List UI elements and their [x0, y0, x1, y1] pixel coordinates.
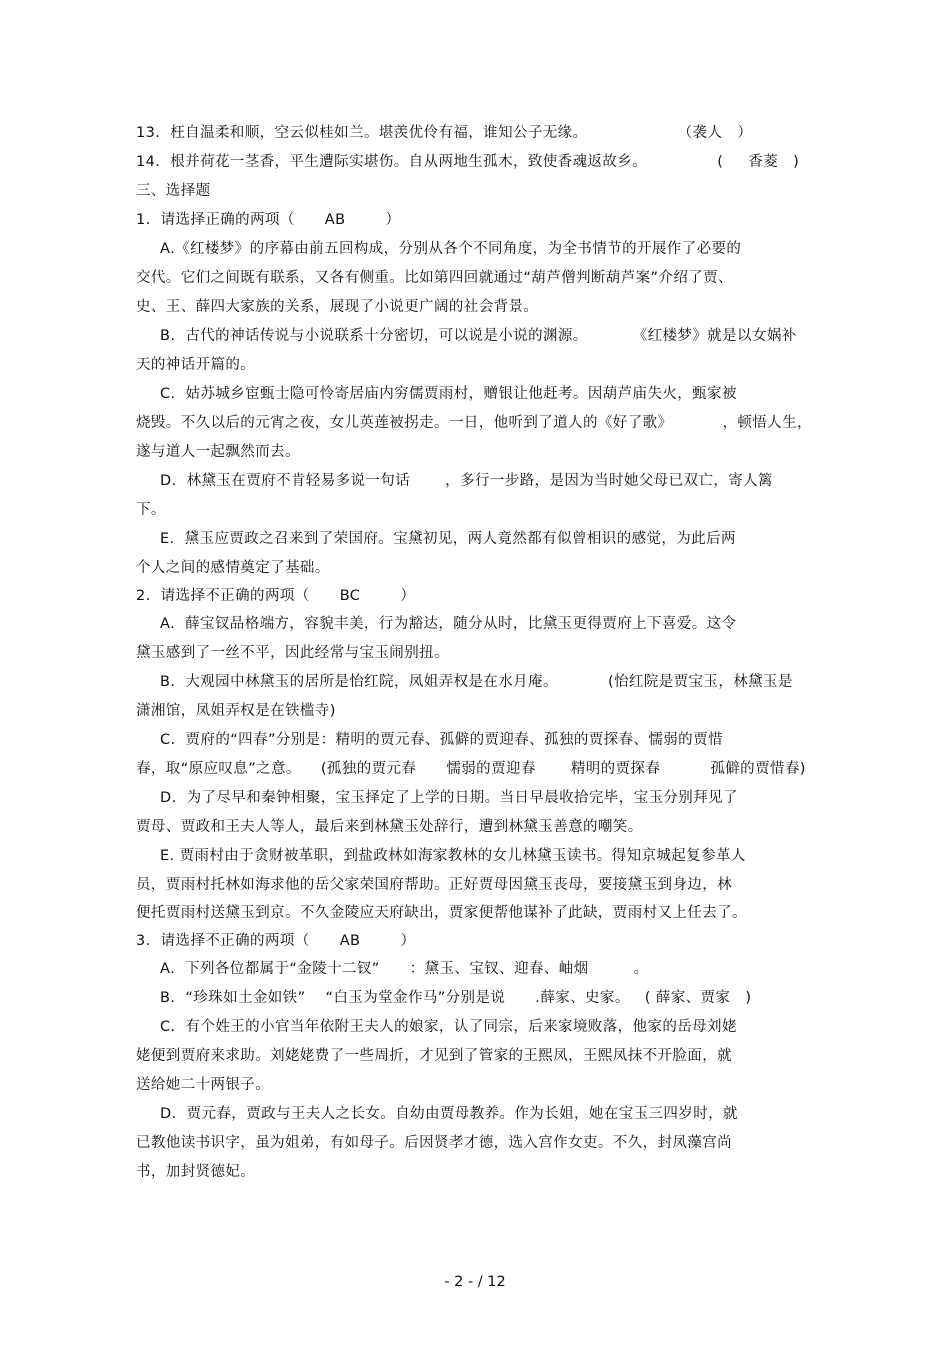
- q1-option-a-line3: 史、王、薛四大家族的关系，展现了小说更广阔的社会背景。: [136, 299, 539, 315]
- q1-option-c-line1: C. 姑苏城乡宦甄士隐可怜寄居庙内穷儒贾雨村，赠银让他赶考。因葫芦庙失火，甄家被: [160, 386, 737, 402]
- q3-option-a: A. 下列各位都属于“金陵十二钗” ：黛玉、宝钗、迎春、岫烟 。: [160, 961, 649, 977]
- q1-option-d-line2: 下。: [136, 502, 166, 518]
- q3-option-c-line1: C. 有个姓王的小官当年依附王夫人的娘家，认了同宗，后来家境败落，他家的岳母刘姥: [160, 1019, 737, 1035]
- q2-option-c-line2: 春，取“原应叹息”之意。 (孤独的贾元春 懦弱的贾迎春 精明的贾探春 孤僻的贾惜春): [136, 761, 806, 777]
- section-heading-choice: 三、选择题: [136, 183, 211, 199]
- line-14: 14. 根并荷花一茎香，平生遭际实堪伤。自从两地生孤木，致使香魂返故乡。 ( 香菱 ): [136, 154, 800, 170]
- q1-option-e-line2: 个人之间的感情奠定了基础。: [136, 560, 330, 576]
- line-13: 13. 枉自温柔和顺，空云似桂如兰。堪羡优伶有福，谁知公子无缘。 （袭人 ）: [136, 125, 753, 141]
- q3-option-c-line2: 姥便到贾府来求助。刘姥姥费了一些周折，才见到了管家的王熙凤，王熙凤抹不开脸面，就: [136, 1048, 732, 1064]
- q2-option-d-line1: D. 为了尽早和秦钟相聚，宝玉择定了上学的日期。当日早晨收拾完毕，宝玉分别拜见了: [160, 790, 738, 806]
- q1-option-d-line1: D. 林黛玉在贾府不肯轻易多说一句话 ，多行一步路，是因为当时她父母已双亡，寄人篱: [160, 473, 773, 489]
- q2-option-b-line2: 潇湘馆，凤姐弄权是在铁槛寺): [136, 703, 336, 719]
- q3-option-b: B. “珍珠如土金如铁” “白玉为堂金作马”分别是说 .薛家、史家。 ( 薛家、贾家 ): [160, 990, 752, 1006]
- q1-option-b-line1: B. 古代的神话传说与小说联系十分密切，可以说是小说的渊源。 《红楼梦》就是以女娲补: [160, 328, 797, 344]
- q1-option-a-line2: 交代。它们之间既有联系，又各有侧重。比如第四回就通过“葫芦僧判断葫芦案”介绍了贾、: [136, 270, 733, 286]
- q2-option-a-line1: A. 薛宝钗品格端方，容貌丰美，行为豁达，随分从时，比黛玉更得贾府上下喜爱。这令: [160, 616, 737, 632]
- q1-option-b-line2: 天的神话开篇的。: [136, 357, 256, 373]
- q1-option-e-line1: E. 黛玉应贾政之召来到了荣国府。宝黛初见，两人竟然都有似曾相识的感觉，为此后两: [160, 531, 736, 547]
- q2-option-e-line3: 便托贾雨村送黛玉到京。不久金陵应天府缺出，贾家便帮他谋补了此缺，贾雨村又上任去了。: [136, 905, 747, 921]
- q2-option-d-line2: 贾母、贾政和王夫人等人，最后来到林黛玉处辞行，遭到林黛玉善意的嘲笑。: [136, 819, 643, 835]
- question-1: 1. 请选择正确的两项（ AB ）: [136, 212, 401, 228]
- question-3: 3. 请选择不正确的两项（ AB ）: [136, 933, 416, 949]
- page-number: - 2 - / 12: [444, 1274, 506, 1290]
- q1-option-a-line1: A.《红楼梦》的序幕由前五回构成，分别从各个不同角度，为全书情节的开展作了必要的: [160, 241, 742, 257]
- q3-option-d-line1: D. 贾元春，贾政与王夫人之长女。自幼由贾母教养。作为长姐，她在宝玉三四岁时，就: [160, 1106, 738, 1122]
- q1-option-c-line3: 遂与道人一起飘然而去。: [136, 444, 300, 460]
- q3-option-d-line3: 书，加封贤德妃。: [136, 1164, 256, 1180]
- q2-option-e-line1: E. 贾雨村由于贪财被革职，到盐政林如海家教林的女儿林黛玉读书。得知京城起复参革人: [160, 848, 746, 864]
- q1-option-c-line2: 烧毁。不久以后的元宵之夜，女儿英莲被拐走。一日，他听到了道人的《好了歌》 ，顿悟人生，: [136, 415, 812, 431]
- question-2: 2. 请选择不正确的两项（ BC ）: [136, 588, 416, 604]
- q2-option-c-line1: C. 贾府的“四春”分别是：精明的贾元春、孤僻的贾迎春、孤独的贾探春、懦弱的贾惜: [160, 732, 723, 748]
- q3-option-d-line2: 已教他读书识字，虽为姐弟，有如母子。后因贤孝才德，选入宫作女吏。不久，封凤藻宫尚: [136, 1135, 732, 1151]
- q2-option-a-line2: 黛玉感到了一丝不平，因此经常与宝玉闹别扭。: [136, 645, 449, 661]
- q2-option-e-line2: 员，贾雨村托林如海求他的岳父家荣国府帮助。正好贾母因黛玉丧母，要接黛玉到身边，林: [136, 877, 732, 893]
- q3-option-c-line3: 送给她二十两银子。: [136, 1077, 271, 1093]
- q2-option-b-line1: B. 大观园中林黛玉的居所是怡红院，凤姐弄权是在水月庵。 (怡红院是贾宝玉，林黛玉是: [160, 674, 793, 690]
